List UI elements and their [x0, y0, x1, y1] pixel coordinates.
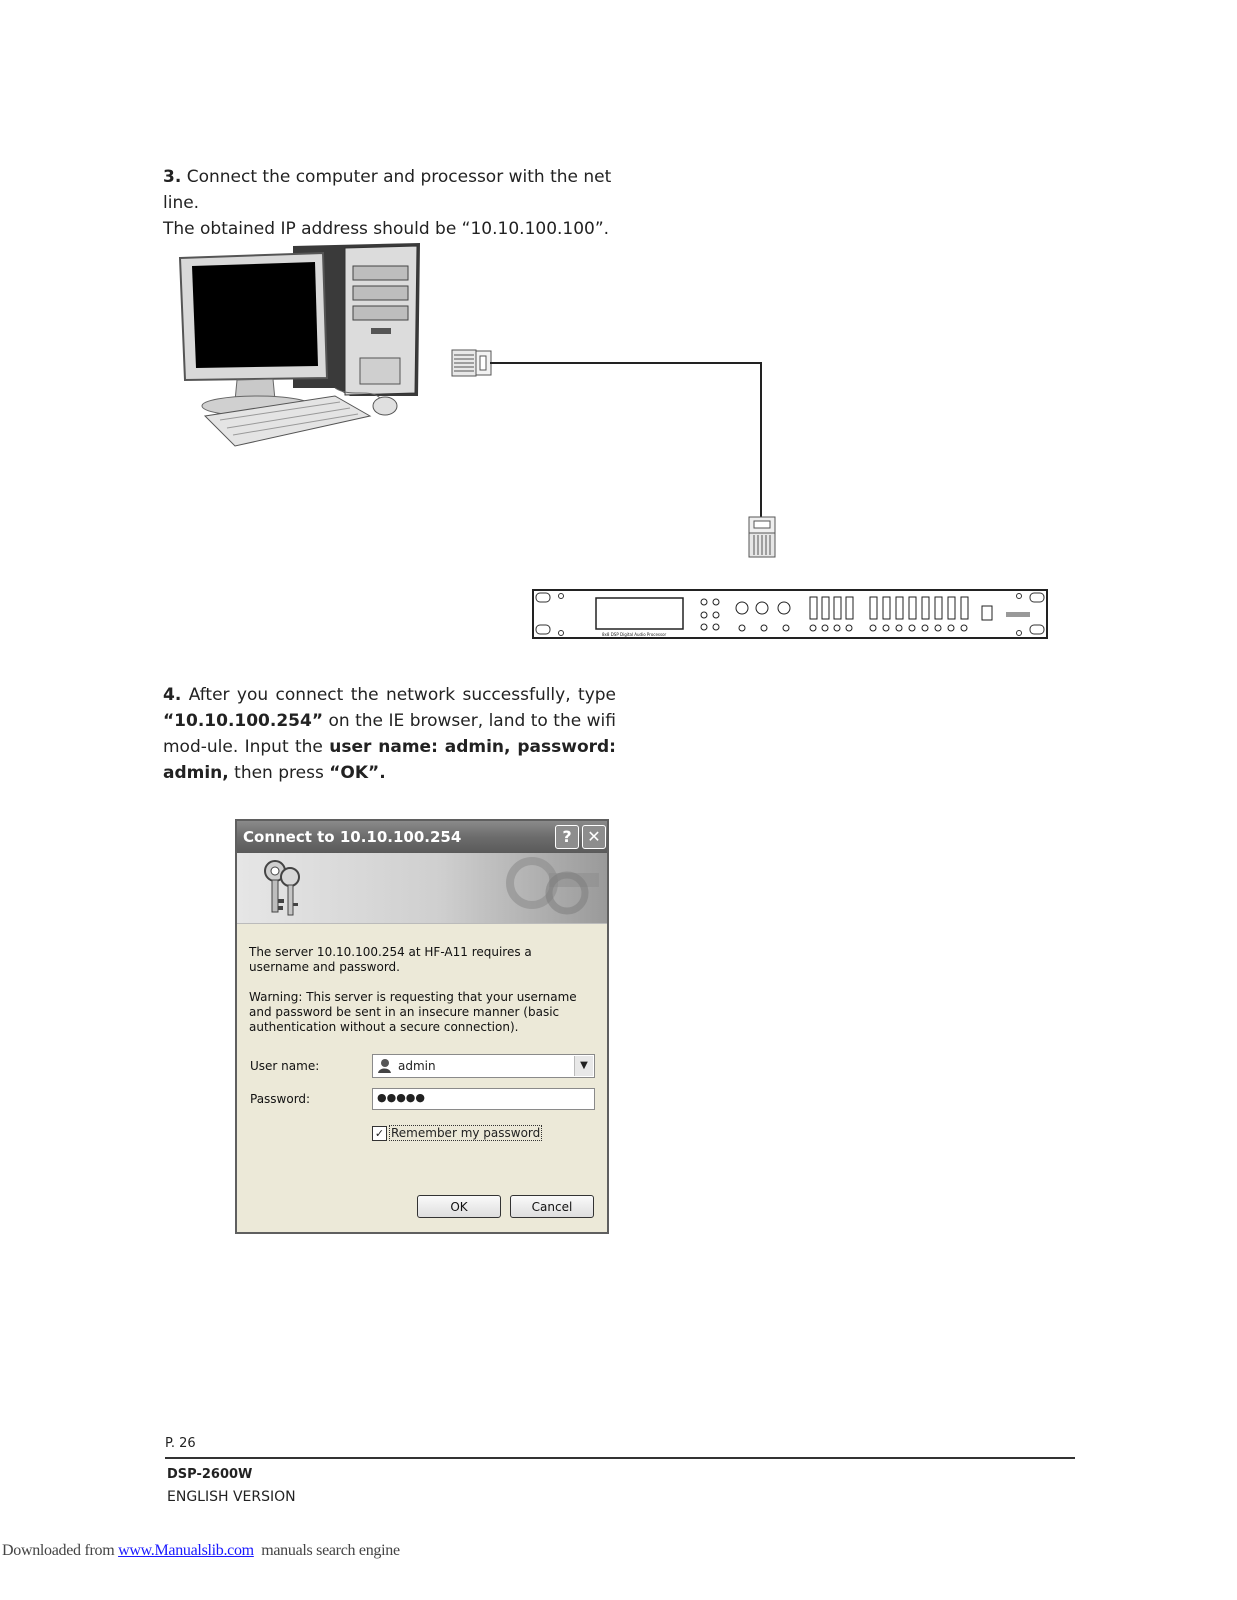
download-notice [2, 1542, 400, 1560]
dialog-message-2: Warning: This server is requesting that your username and password be sent in an insecure manner (basic authentication without a secure connection). [249, 990, 577, 1034]
rj45-plug-computer-icon [450, 347, 495, 379]
step4-ip: “10.10.100.254” [163, 711, 324, 731]
footer-divider [165, 1457, 1075, 1459]
chevron-down-icon[interactable]: ▼ [574, 1056, 593, 1076]
device-label: 8x8 DSP Digital Audio Processor [602, 632, 667, 637]
login-dialog [235, 819, 609, 1234]
close-button[interactable]: ✕ [582, 825, 606, 849]
step4-text-1: After you connect the network successfully, type [181, 685, 616, 705]
dialog-title: Connect to 10.10.100.254 [243, 828, 462, 846]
dsp-processor-front-panel [532, 588, 1050, 642]
dialog-banner [237, 853, 607, 924]
step4-ok: “OK”. [329, 763, 386, 783]
language-version: ENGLISH VERSION [167, 1489, 296, 1505]
download-prefix: Downloaded from [2, 1542, 119, 1559]
step3-number: 3. [163, 167, 182, 187]
model-name: DSP-2600W [167, 1467, 253, 1482]
dialog-message [237, 924, 607, 1035]
rj45-plug-processor-icon [746, 515, 778, 560]
download-suffix: manuals search engine [253, 1542, 400, 1559]
step4-number: 4. [163, 685, 182, 705]
manualslib-link[interactable]: www.Manualslib.com [118, 1542, 254, 1559]
ok-button[interactable]: OK [417, 1195, 501, 1218]
password-label: Password: [250, 1092, 311, 1106]
page-number: P. 26 [165, 1436, 196, 1451]
remember-label[interactable]: Remember my password [391, 1126, 541, 1140]
step4-text-3: then press [228, 763, 330, 783]
step4-text-2: on the IE browser, land to the wifi mod-ule. Input the [163, 711, 616, 757]
keys-watermark-icon [487, 853, 607, 923]
user-icon [377, 1058, 392, 1074]
dialog-titlebar [237, 821, 607, 853]
cancel-button[interactable]: Cancel [510, 1195, 594, 1218]
password-value: ●●●●● [377, 1091, 425, 1104]
help-button[interactable]: ? [555, 825, 579, 849]
dialog-message-1: The server 10.10.100.254 at HF-A11 requires a username and password. [249, 945, 532, 974]
step4-credentials: user name: admin, password: admin, [163, 737, 616, 783]
username-value: admin [398, 1059, 436, 1073]
step4-paragraph [163, 682, 616, 786]
network-cable [490, 360, 770, 520]
password-field[interactable] [372, 1088, 595, 1110]
step3-line2: The obtained IP address should be “10.10.100.100”. [163, 219, 610, 239]
step3-paragraph [163, 164, 633, 242]
username-combobox[interactable] [372, 1054, 595, 1078]
keys-icon [257, 857, 312, 919]
computer-illustration [175, 238, 425, 453]
step3-line1: Connect the computer and processor with the net line. [163, 167, 612, 213]
remember-checkbox[interactable]: ✓ [372, 1126, 387, 1141]
username-label: User name: [250, 1059, 320, 1073]
